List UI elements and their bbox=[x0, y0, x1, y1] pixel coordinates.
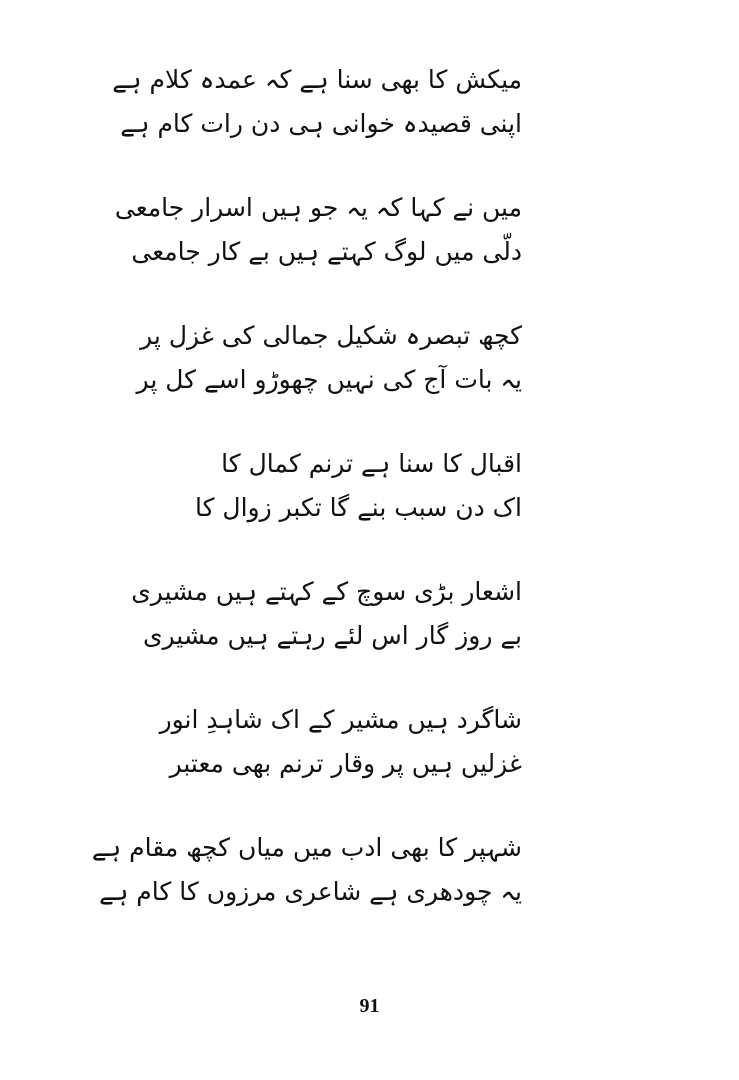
stanza-3 bbox=[136, 314, 522, 442]
verse-line: میں نے کہا کہ یہ جو ہیں اسرار جامعی bbox=[114, 193, 522, 222]
verse-line: دلّی میں لوگ کہتے ہیں بے کار جامعی bbox=[131, 237, 522, 266]
stanza-4 bbox=[160, 442, 522, 570]
stanza-6 bbox=[160, 698, 522, 826]
verse-line: شاگرد ہیں مشیر کے اک شاہدِ انور bbox=[159, 705, 522, 734]
poem bbox=[91, 58, 522, 954]
verse-line: میکش کا بھی سنا ہے کہ عمدہ کلام ہے bbox=[112, 65, 522, 94]
verse-line: یہ چودھری ہے شاعری مرزوں کا کام ہے bbox=[99, 877, 522, 906]
verse-line: غزلیں ہیں پر وقار ترنم بھی معتبر bbox=[169, 749, 522, 778]
verse-line: شہپر کا بھی ادب میں میاں کچھ مقام ہے bbox=[91, 833, 522, 862]
stanza-7 bbox=[91, 826, 522, 954]
verse-line: اپنی قصیدہ خوانی ہی دن رات کام ہے bbox=[120, 109, 522, 138]
page-number: 91 bbox=[359, 995, 380, 1017]
stanza-1 bbox=[112, 58, 522, 186]
verse-line: اقبال کا سنا ہے ترنم کمال کا bbox=[221, 449, 522, 478]
verse-line: اک دن سبب بنے گا تکبر زوال کا bbox=[194, 493, 522, 522]
verse-line: بے روز گار اس لئے رہتے ہیں مشیری bbox=[142, 621, 522, 650]
stanza-2 bbox=[114, 186, 522, 314]
stanza-5 bbox=[131, 570, 522, 698]
verse-line: اشعار بڑی سوچ کے کہتے ہیں مشیری bbox=[131, 577, 522, 606]
verse-line: یہ بات آج کی نہیں چھوڑو اسے کل پر bbox=[136, 365, 522, 394]
verse-line: کچھ تبصرہ شکیل جمالی کی غزل پر bbox=[140, 321, 522, 350]
